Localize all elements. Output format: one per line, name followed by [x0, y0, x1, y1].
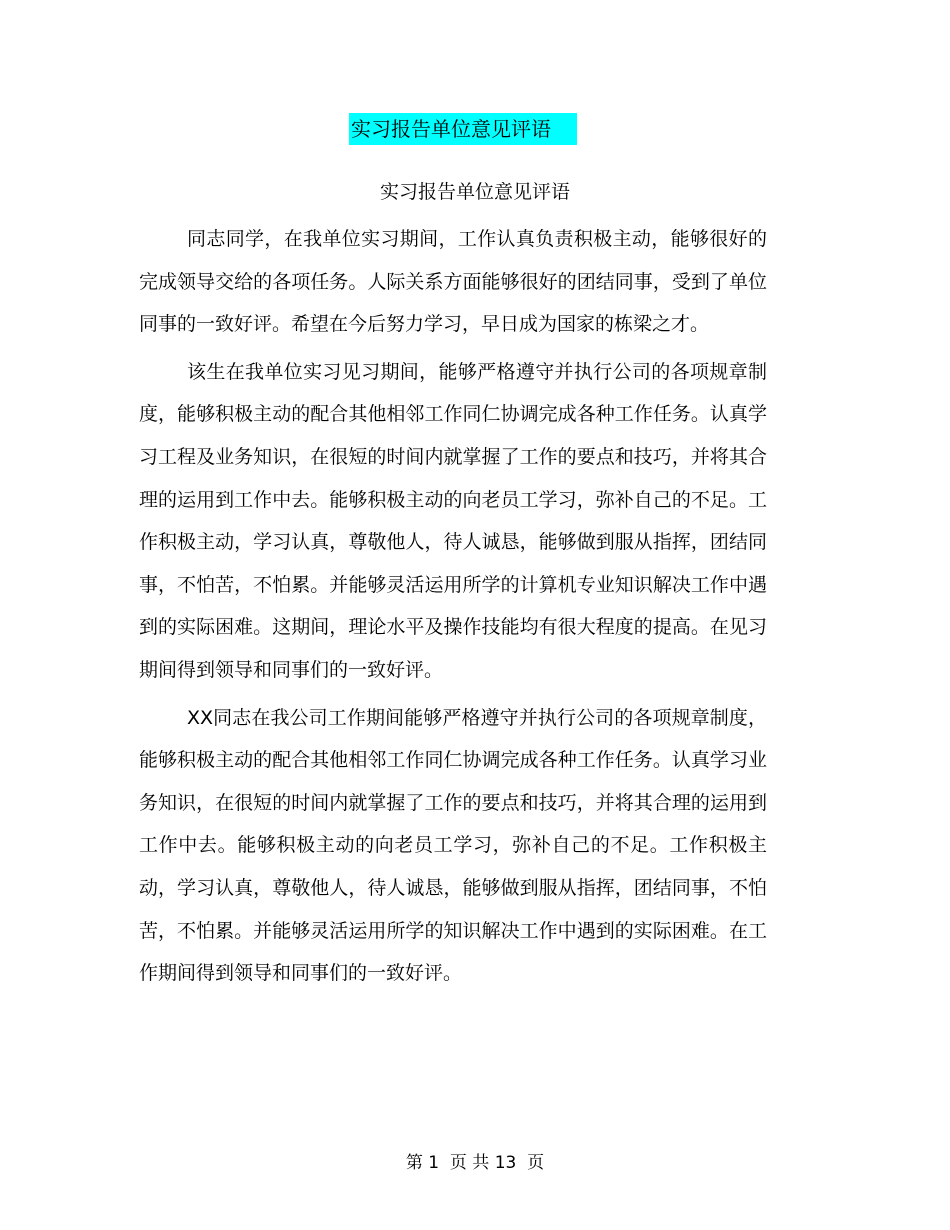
paragraph-2: 该生在我单位实习见习期间，能够严格遵守并执行公司的各项规章制度，能够积极主动的配合其他相邻工作同仁协调完成各种工作任务。认真学习工程及业务知识，在很短的时间内就掌握了工作的要点和技巧，并将其合理的运用到工作中去。能够积极主动的向老员工学习，弥补自己的不足。工作积极主动，学习认真，尊敬他人，待人诚恳，能够做到服从指挥，团结同事，不怕苦，不怕累。并能够灵活运用所学的计算机专业知识解决工作中遇到的实际困难。这期间，理论水平及操作技能均有很大程度的提高。在见习期间得到领导和同事们的一致好评。	[139, 360, 767, 681]
page-number-footer: 第 1 页 共 13 页	[405, 1153, 545, 1173]
document-body	[139, 218, 767, 1000]
paragraph-3: XX同志在我公司工作期间能够严格遵守并执行公司的各项规章制度，能够积极主动的配合其他相邻工作同仁协调完成各种工作任务。认真学习业务知识，在很短的时间内就掌握了工作的要点和技巧，并将其合理的运用到工作中去。能够积极主动的向老员工学习，弥补自己的不足。工作积极主动，学习认真，尊敬他人，待人诚恳，能够做到服从指挥，团结同事，不怕苦，不怕累。并能够灵活运用所学的知识解决工作中遇到的实际困难。在工作期间得到领导和同事们的一致好评。	[139, 706, 767, 985]
document-subtitle: 实习报告单位意见评语	[379, 181, 570, 203]
page-title: 实习报告单位意见评语	[349, 113, 577, 145]
paragraph-1: 同志同学，在我单位实习期间，工作认真负责积极主动，能够很好的完成领导交给的各项任务。人际关系方面能够很好的团结同事，受到了单位同事的一致好评。希望在今后努力学习，早日成为国家的栋梁之才。	[139, 228, 767, 336]
